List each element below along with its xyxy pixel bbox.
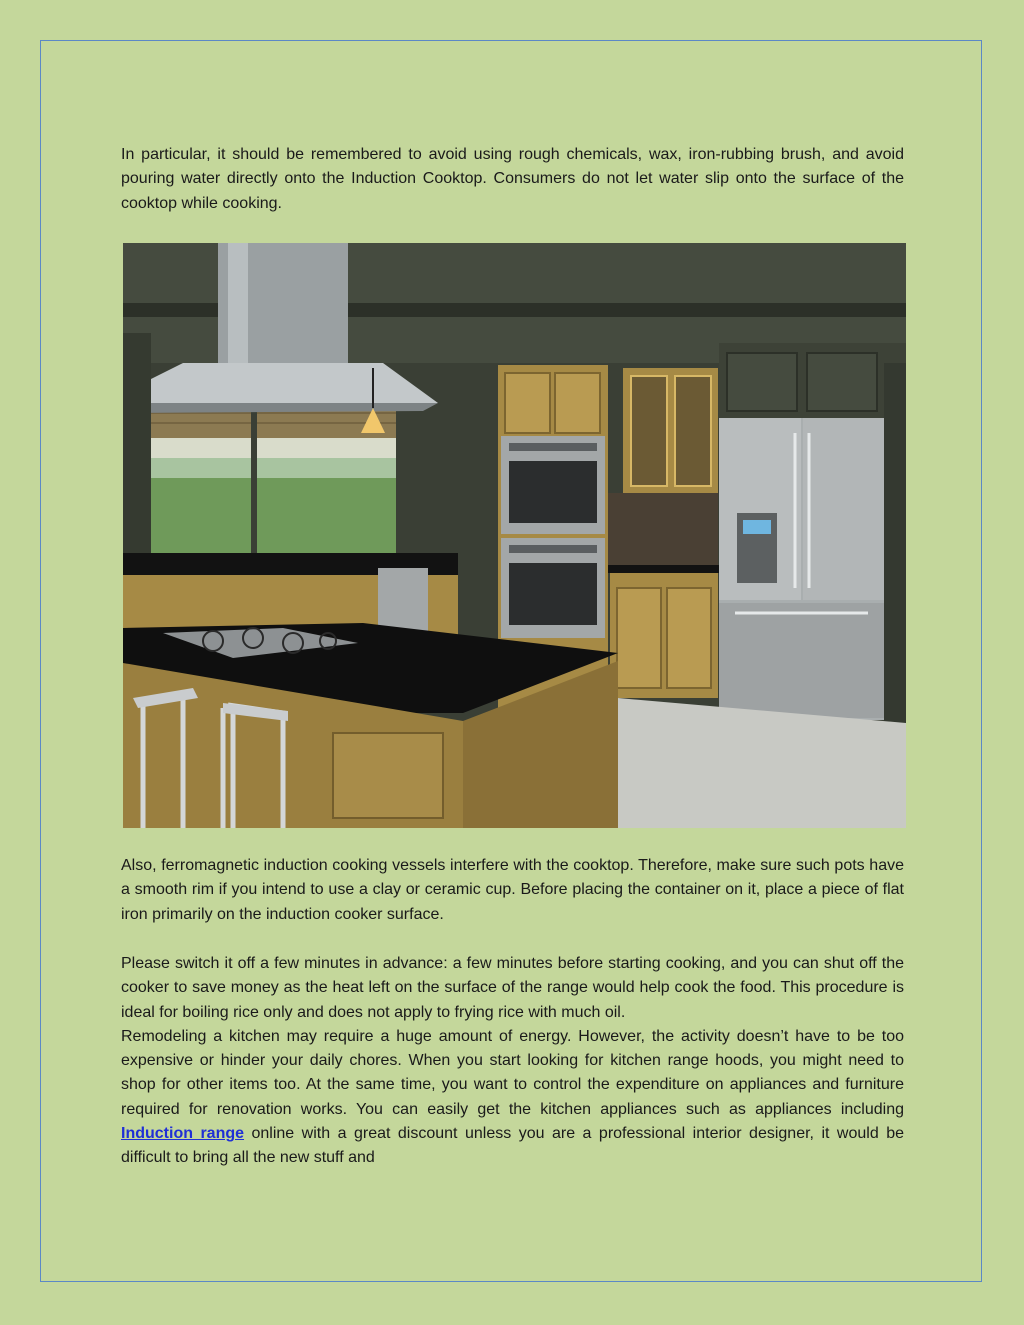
kitchen-photo xyxy=(123,243,906,828)
paragraph-group-advice xyxy=(121,952,904,1171)
paragraph-intro: In particular, it should be remembered to avoid using rough chemicals, wax, iron-rubbing brush, and avoid pouring water directly onto the Induction Cooktop. Consumers do not let water slip onto the surface of the cooktop while cooking. xyxy=(121,146,904,212)
remodeling-text-end: online with a great discount unless you are a professional interior designer, it would be difficult to bring all the new stuff and xyxy=(121,1125,904,1167)
kitchen-illustration xyxy=(123,243,906,828)
paragraph-switch-off: Please switch it off a few minutes in advance: a few minutes before starting cooking, and you can shut off the cooker to save money as the heat left on the surface of the range would help cook the food. This procedure is ideal for boiling rice only and does not apply to frying rice with much oil. xyxy=(121,955,904,1021)
paragraph-remodeling xyxy=(121,1025,904,1171)
remodeling-text-start: Remodeling a kitchen may require a huge amount of energy. However, the activity doesn’t have to be too expensive or hinder your daily chores. When you start looking for kitchen range hoods, you might need to shop for other items too. At the same time, you want to control the expenditure on appliances and furniture required for renovation works. You can easily get the kitchen appliances such as appliances including xyxy=(121,1027,904,1118)
paragraph-ferromagnetic: Also, ferromagnetic induction cooking vessels interfere with the cooktop. Therefore, make sure such pots have a smooth rim if you intend to use a clay or ceramic cup. Before placing the container on it, place a piece of flat iron primarily on the induction cooker surface. xyxy=(121,857,904,923)
induction-range-link[interactable]: Induction range xyxy=(121,1125,245,1143)
